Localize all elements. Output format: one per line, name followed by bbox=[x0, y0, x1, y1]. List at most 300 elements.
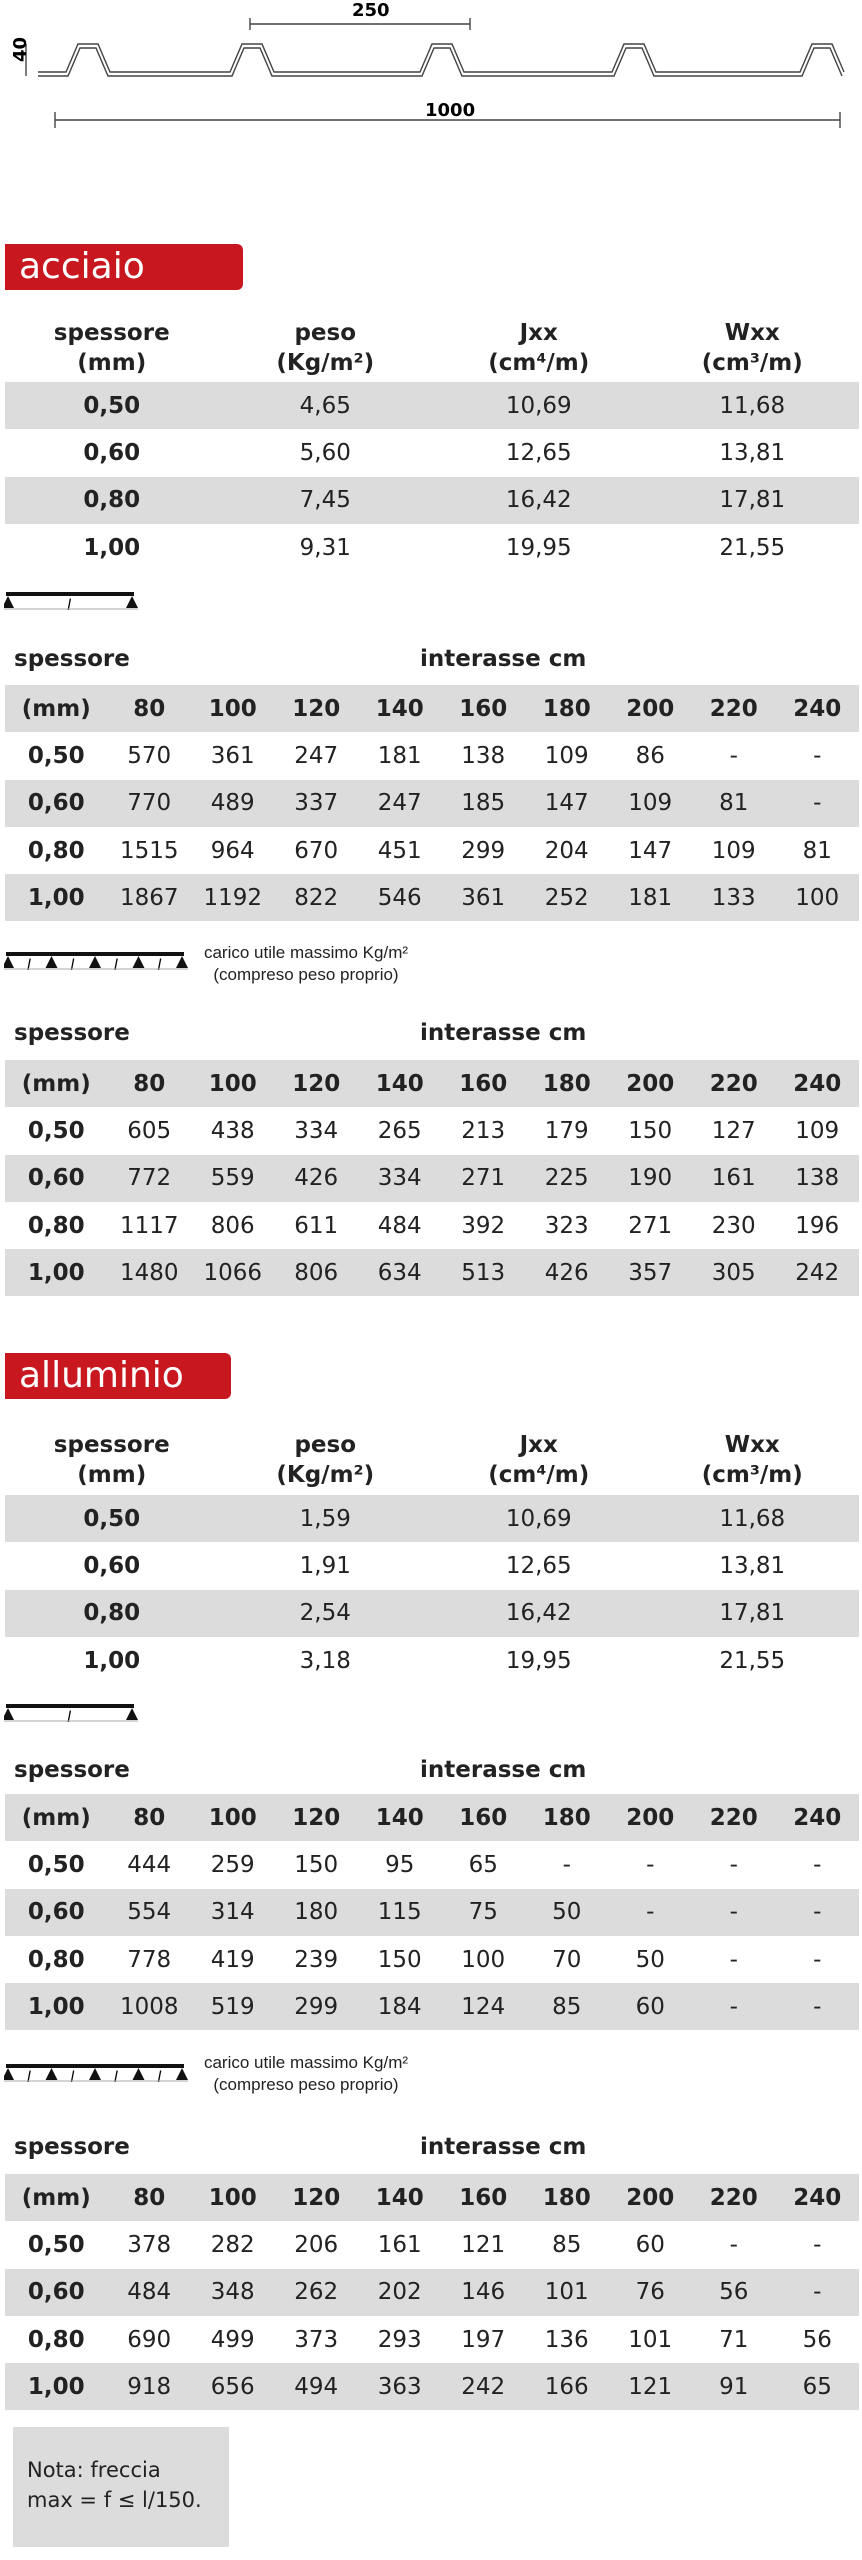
table-row bbox=[5, 524, 859, 571]
column-header-spacing: 200 bbox=[608, 685, 692, 732]
table-row bbox=[5, 429, 859, 476]
row-thickness-cell: 0,50 bbox=[27, 1117, 85, 1144]
beam-span-label: l bbox=[157, 2068, 162, 2086]
load-value-cell: 136 bbox=[544, 2326, 589, 2353]
column-header-spacing: 220 bbox=[692, 2174, 776, 2221]
load-value-cell: 271 bbox=[441, 1155, 525, 1202]
beam-support-icon bbox=[133, 956, 145, 968]
property-value-cell: 5,60 bbox=[299, 439, 351, 466]
row-thickness-cell: 1,00 bbox=[83, 534, 141, 561]
load-value-cell: 348 bbox=[191, 2269, 275, 2316]
load-value-cell: 770 bbox=[107, 780, 191, 827]
span-spacing-label: interasse cm bbox=[420, 2134, 587, 2160]
load-value-cell: 202 bbox=[358, 2269, 442, 2316]
load-value-cell: 213 bbox=[461, 1117, 506, 1144]
load-value-cell: 1192 bbox=[191, 874, 275, 921]
load-value-cell: 179 bbox=[544, 1117, 589, 1144]
load-value-cell: 451 bbox=[377, 837, 422, 864]
multi-span-load-table-title-row bbox=[0, 2134, 862, 2162]
load-value-cell: 121 bbox=[461, 2231, 506, 2258]
table-header-row bbox=[5, 1794, 859, 1841]
nota-line-1: Nota: freccia bbox=[27, 2458, 161, 2482]
load-value-cell: 513 bbox=[441, 1249, 525, 1296]
table-row bbox=[5, 1983, 859, 2030]
multi-span-load-table bbox=[5, 2174, 859, 2410]
single-span-load-table-title-row bbox=[0, 646, 862, 674]
load-value-cell: 86 bbox=[635, 742, 665, 769]
load-value-cell: - bbox=[729, 1851, 738, 1878]
load-caption bbox=[186, 942, 426, 986]
profile-top-dimension: 250 bbox=[352, 0, 390, 21]
load-value-cell: 225 bbox=[525, 1155, 609, 1202]
row-thickness-cell: 0,50 bbox=[5, 1495, 219, 1542]
property-value-cell: 16,42 bbox=[432, 477, 646, 524]
load-value-cell: 124 bbox=[441, 1983, 525, 2030]
beam-support-icon bbox=[4, 956, 14, 968]
column-header-spacing: 240 bbox=[775, 2174, 859, 2221]
load-value-cell: 81 bbox=[802, 837, 832, 864]
load-caption bbox=[186, 2052, 426, 2096]
column-header-spacing: 140 bbox=[358, 685, 442, 732]
beam-support-icon bbox=[46, 956, 58, 968]
property-value-cell: 21,55 bbox=[719, 534, 786, 561]
row-thickness-cell: 1,00 bbox=[5, 2363, 107, 2410]
load-value-cell: 262 bbox=[274, 2269, 358, 2316]
load-value-cell: - bbox=[775, 1983, 859, 2030]
load-value-cell: - bbox=[775, 1889, 859, 1936]
table-header-row bbox=[5, 1060, 859, 1107]
beam-support-icon bbox=[133, 2068, 145, 2080]
load-value-cell: 772 bbox=[107, 1155, 191, 1202]
row-thickness-cell: 0,80 bbox=[27, 1212, 85, 1239]
load-value-cell: 357 bbox=[608, 1249, 692, 1296]
property-value-cell: 3,18 bbox=[299, 1647, 351, 1674]
table-row bbox=[5, 1889, 859, 1936]
single-span-beam-icon bbox=[4, 1700, 142, 1740]
load-value-cell: - bbox=[729, 2231, 738, 2258]
load-value-cell: 554 bbox=[107, 1889, 191, 1936]
row-thickness-cell: 0,80 bbox=[5, 477, 219, 524]
properties-header bbox=[5, 318, 859, 378]
table-row bbox=[5, 1841, 859, 1888]
properties-column-header: peso (Kg/m²) bbox=[276, 1432, 375, 1488]
load-value-cell: - bbox=[813, 742, 822, 769]
load-value-cell: 373 bbox=[294, 2326, 339, 2353]
row-thickness-cell: 0,60 bbox=[5, 780, 107, 827]
load-value-cell: 1515 bbox=[119, 837, 179, 864]
column-header-mm: (mm) bbox=[5, 1794, 107, 1841]
property-value-cell: 7,45 bbox=[219, 477, 433, 524]
load-value-cell: 206 bbox=[294, 2231, 339, 2258]
property-value-cell: 12,65 bbox=[505, 1552, 572, 1579]
column-header-spacing: 220 bbox=[692, 1794, 776, 1841]
row-thickness-cell: 1,00 bbox=[5, 1249, 107, 1296]
load-value-cell: 305 bbox=[692, 1249, 776, 1296]
column-header-spacing: 120 bbox=[274, 685, 358, 732]
row-thickness-cell: 1,00 bbox=[83, 1647, 141, 1674]
load-value-cell: 361 bbox=[210, 742, 255, 769]
load-value-cell: 806 bbox=[274, 1249, 358, 1296]
properties-column-header: Jxx (cm⁴/m) bbox=[488, 320, 590, 376]
load-caption-line-2: (compreso peso proprio) bbox=[213, 965, 399, 984]
table-row bbox=[5, 1202, 859, 1249]
table-row bbox=[5, 1107, 859, 1154]
column-header-mm: (mm) bbox=[5, 1060, 107, 1107]
multi-span-beam-icon bbox=[4, 2060, 192, 2100]
load-value-cell: 166 bbox=[525, 2363, 609, 2410]
load-caption-line-2: (compreso peso proprio) bbox=[213, 2075, 399, 2094]
property-value-cell: 4,65 bbox=[219, 382, 433, 429]
row-thickness-cell: 0,80 bbox=[27, 837, 85, 864]
load-value-cell: 185 bbox=[441, 780, 525, 827]
property-value-cell: 21,55 bbox=[719, 1647, 786, 1674]
property-value-cell: 11,68 bbox=[646, 382, 860, 429]
load-value-cell: - bbox=[692, 1983, 776, 2030]
load-value-cell: 230 bbox=[711, 1212, 756, 1239]
properties-column-header: Wxx (cm³/m) bbox=[701, 1432, 803, 1488]
load-value-cell: 337 bbox=[274, 780, 358, 827]
table-row bbox=[5, 1495, 859, 1542]
properties-column-header: Wxx (cm³/m) bbox=[701, 320, 803, 376]
load-value-cell: 147 bbox=[628, 837, 673, 864]
load-value-cell: 180 bbox=[274, 1889, 358, 1936]
column-header-spacing: 200 bbox=[608, 1794, 692, 1841]
table-row bbox=[5, 2363, 859, 2410]
load-value-cell: 242 bbox=[441, 2363, 525, 2410]
load-value-cell: 85 bbox=[525, 1983, 609, 2030]
properties-column-header: spessore (mm) bbox=[53, 320, 170, 376]
column-header-spacing: 240 bbox=[775, 1794, 859, 1841]
property-value-cell: 11,68 bbox=[646, 1495, 860, 1542]
load-value-cell: 109 bbox=[711, 837, 756, 864]
properties-column-header: spessore (mm) bbox=[53, 1432, 170, 1488]
load-value-cell: 50 bbox=[635, 1946, 665, 1973]
column-header-spacing: 140 bbox=[358, 2174, 442, 2221]
table-header-row bbox=[5, 685, 859, 732]
load-value-cell: 634 bbox=[358, 1249, 442, 1296]
load-value-cell: - bbox=[813, 1851, 822, 1878]
thickness-label: spessore bbox=[14, 1020, 130, 1046]
column-header-spacing: 240 bbox=[775, 1060, 859, 1107]
single-span-beam-icon bbox=[4, 588, 142, 628]
table-row bbox=[5, 477, 859, 524]
load-value-cell: 299 bbox=[274, 1983, 358, 2030]
nota-box bbox=[13, 2427, 229, 2547]
load-value-cell: 1066 bbox=[191, 1249, 275, 1296]
column-header-spacing: 160 bbox=[441, 1794, 525, 1841]
column-header-spacing: 100 bbox=[191, 2174, 275, 2221]
row-thickness-cell: 0,80 bbox=[27, 2326, 85, 2353]
load-value-cell: 918 bbox=[107, 2363, 191, 2410]
load-value-cell: 56 bbox=[802, 2326, 832, 2353]
column-header-spacing: 100 bbox=[191, 1794, 275, 1841]
load-value-cell: 76 bbox=[608, 2269, 692, 2316]
load-value-cell: 806 bbox=[210, 1212, 255, 1239]
load-value-cell: 484 bbox=[377, 1212, 422, 1239]
row-thickness-cell: 0,50 bbox=[27, 2231, 85, 2258]
thickness-label: spessore bbox=[14, 646, 130, 672]
thickness-label: spessore bbox=[14, 2134, 130, 2160]
load-value-cell: 438 bbox=[210, 1117, 255, 1144]
load-value-cell: 81 bbox=[692, 780, 776, 827]
profile-height-dimension: 40 bbox=[10, 36, 31, 62]
properties-column-header: peso (Kg/m²) bbox=[276, 320, 375, 376]
load-value-cell: - bbox=[562, 1851, 571, 1878]
load-value-cell: 519 bbox=[191, 1983, 275, 2030]
load-value-cell: 392 bbox=[461, 1212, 506, 1239]
beam-support-icon bbox=[89, 956, 101, 968]
load-value-cell: 184 bbox=[358, 1983, 442, 2030]
table-row bbox=[5, 732, 859, 779]
column-header-spacing: 120 bbox=[274, 2174, 358, 2221]
beam-span-label: l bbox=[67, 1708, 72, 1726]
load-value-cell: 109 bbox=[608, 780, 692, 827]
table-row bbox=[5, 1936, 859, 1983]
load-value-cell: 138 bbox=[461, 742, 506, 769]
multi-span-load-table bbox=[5, 1060, 859, 1296]
column-header-spacing: 240 bbox=[775, 685, 859, 732]
property-value-cell: 19,95 bbox=[505, 534, 572, 561]
column-header-spacing: 220 bbox=[692, 685, 776, 732]
property-value-cell: 13,81 bbox=[719, 439, 786, 466]
column-header-spacing: 180 bbox=[525, 2174, 609, 2221]
load-value-cell: 323 bbox=[544, 1212, 589, 1239]
table-row bbox=[5, 382, 859, 429]
load-value-cell: 444 bbox=[127, 1851, 172, 1878]
load-value-cell: 60 bbox=[635, 2231, 665, 2258]
beam-support-icon bbox=[46, 2068, 58, 2080]
load-value-cell: 426 bbox=[274, 1155, 358, 1202]
load-value-cell: 293 bbox=[377, 2326, 422, 2353]
row-thickness-cell: 0,60 bbox=[5, 2269, 107, 2316]
table-row bbox=[5, 2316, 859, 2363]
load-value-cell: 247 bbox=[294, 742, 339, 769]
load-value-cell: 611 bbox=[294, 1212, 339, 1239]
load-value-cell: 85 bbox=[552, 2231, 582, 2258]
load-value-cell: 121 bbox=[608, 2363, 692, 2410]
load-value-cell: 1480 bbox=[107, 1249, 191, 1296]
load-caption-line-1: carico utile massimo Kg/m² bbox=[203, 2053, 409, 2072]
property-value-cell: 19,95 bbox=[505, 1647, 572, 1674]
load-value-cell: 690 bbox=[127, 2326, 172, 2353]
table-row bbox=[5, 1249, 859, 1296]
load-value-cell: 299 bbox=[461, 837, 506, 864]
load-value-cell: 247 bbox=[358, 780, 442, 827]
beam-support-icon bbox=[4, 1708, 14, 1720]
column-header-spacing: 100 bbox=[191, 1060, 275, 1107]
load-value-cell: 65 bbox=[468, 1851, 498, 1878]
table-row bbox=[5, 780, 859, 827]
column-header-spacing: 180 bbox=[525, 1794, 609, 1841]
load-value-cell: 778 bbox=[127, 1946, 172, 1973]
load-value-cell: 196 bbox=[795, 1212, 840, 1239]
load-value-cell: 146 bbox=[441, 2269, 525, 2316]
load-value-cell: 363 bbox=[358, 2363, 442, 2410]
load-value-cell: 265 bbox=[377, 1117, 422, 1144]
column-header-spacing: 160 bbox=[441, 685, 525, 732]
property-value-cell: 16,42 bbox=[432, 1590, 646, 1637]
load-value-cell: 252 bbox=[525, 874, 609, 921]
property-value-cell: 13,81 bbox=[719, 1552, 786, 1579]
column-header-spacing: 120 bbox=[274, 1060, 358, 1107]
column-header-spacing: 160 bbox=[441, 1060, 525, 1107]
table-row bbox=[5, 827, 859, 874]
column-header-spacing: 160 bbox=[441, 2174, 525, 2221]
load-value-cell: - bbox=[646, 1851, 655, 1878]
column-header-spacing: 80 bbox=[107, 1794, 191, 1841]
load-value-cell: 484 bbox=[107, 2269, 191, 2316]
single-span-load-table bbox=[5, 685, 859, 921]
load-value-cell: 147 bbox=[525, 780, 609, 827]
row-thickness-cell: 0,50 bbox=[27, 742, 85, 769]
load-value-cell: 570 bbox=[127, 742, 172, 769]
table-row bbox=[5, 1637, 859, 1684]
load-value-cell: - bbox=[729, 742, 738, 769]
load-value-cell: - bbox=[775, 780, 859, 827]
row-thickness-cell: 0,60 bbox=[5, 1155, 107, 1202]
load-value-cell: 95 bbox=[385, 1851, 415, 1878]
column-header-spacing: 220 bbox=[692, 1060, 776, 1107]
table-row bbox=[5, 2221, 859, 2268]
load-value-cell: 239 bbox=[294, 1946, 339, 1973]
load-value-cell: 426 bbox=[525, 1249, 609, 1296]
table-row bbox=[5, 2269, 859, 2316]
load-value-cell: 559 bbox=[191, 1155, 275, 1202]
column-header-spacing: 80 bbox=[107, 1060, 191, 1107]
property-value-cell: 1,59 bbox=[219, 1495, 433, 1542]
row-thickness-cell: 0,50 bbox=[5, 382, 219, 429]
load-value-cell: 361 bbox=[441, 874, 525, 921]
load-value-cell: 656 bbox=[191, 2363, 275, 2410]
load-value-cell: 489 bbox=[191, 780, 275, 827]
column-header-spacing: 180 bbox=[525, 1060, 609, 1107]
load-value-cell: 161 bbox=[692, 1155, 776, 1202]
load-value-cell: - bbox=[729, 1946, 738, 1973]
column-header-spacing: 200 bbox=[608, 2174, 692, 2221]
property-value-cell: 9,31 bbox=[299, 534, 351, 561]
load-value-cell: 127 bbox=[711, 1117, 756, 1144]
material-badge: alluminio bbox=[5, 1353, 231, 1399]
load-value-cell: 1867 bbox=[107, 874, 191, 921]
load-value-cell: 242 bbox=[775, 1249, 859, 1296]
property-value-cell: 17,81 bbox=[646, 1590, 860, 1637]
column-header-mm: (mm) bbox=[5, 685, 107, 732]
single-span-load-table-title-row bbox=[0, 1757, 862, 1785]
load-value-cell: 56 bbox=[692, 2269, 776, 2316]
trapezoidal-profile-drawing bbox=[0, 0, 862, 140]
load-value-cell: 100 bbox=[461, 1946, 506, 1973]
load-value-cell: 91 bbox=[692, 2363, 776, 2410]
load-value-cell: - bbox=[608, 1889, 692, 1936]
load-value-cell: 70 bbox=[552, 1946, 582, 1973]
beam-span-label: l bbox=[157, 956, 162, 974]
load-value-cell: 670 bbox=[294, 837, 339, 864]
multi-span-load-table-title-row bbox=[0, 1020, 862, 1048]
span-spacing-label: interasse cm bbox=[420, 1020, 587, 1046]
load-value-cell: 378 bbox=[127, 2231, 172, 2258]
load-value-cell: 181 bbox=[608, 874, 692, 921]
load-value-cell: 499 bbox=[210, 2326, 255, 2353]
property-value-cell: 17,81 bbox=[646, 477, 860, 524]
column-header-spacing: 140 bbox=[358, 1794, 442, 1841]
column-header-spacing: 180 bbox=[525, 685, 609, 732]
load-value-cell: 1008 bbox=[107, 1983, 191, 2030]
load-value-cell: 822 bbox=[274, 874, 358, 921]
load-value-cell: - bbox=[813, 2231, 822, 2258]
load-value-cell: 65 bbox=[775, 2363, 859, 2410]
load-value-cell: 314 bbox=[191, 1889, 275, 1936]
load-value-cell: 181 bbox=[377, 742, 422, 769]
table-row bbox=[5, 874, 859, 921]
column-header-spacing: 140 bbox=[358, 1060, 442, 1107]
beam-span-label: l bbox=[26, 2068, 31, 2086]
column-header-mm: (mm) bbox=[5, 2174, 107, 2221]
load-value-cell: 494 bbox=[274, 2363, 358, 2410]
load-value-cell: 71 bbox=[719, 2326, 749, 2353]
load-value-cell: 100 bbox=[775, 874, 859, 921]
load-caption-line-1: carico utile massimo Kg/m² bbox=[203, 943, 409, 962]
load-value-cell: 101 bbox=[525, 2269, 609, 2316]
column-header-spacing: 100 bbox=[191, 685, 275, 732]
row-thickness-cell: 0,80 bbox=[27, 1946, 85, 1973]
span-spacing-label: interasse cm bbox=[420, 646, 587, 672]
profile-bottom-dimension: 1000 bbox=[425, 100, 476, 121]
load-value-cell: - bbox=[813, 1946, 822, 1973]
beam-support-icon bbox=[4, 596, 14, 608]
property-value-cell: 1,91 bbox=[299, 1552, 351, 1579]
table-row bbox=[5, 1155, 859, 1202]
row-thickness-cell: 0,50 bbox=[27, 1851, 85, 1878]
load-value-cell: 150 bbox=[294, 1851, 339, 1878]
nota-line-2: max = f ≤ l/150. bbox=[27, 2488, 202, 2512]
table-row bbox=[5, 1590, 859, 1637]
load-value-cell: 115 bbox=[358, 1889, 442, 1936]
load-value-cell: 605 bbox=[127, 1117, 172, 1144]
property-value-cell: 10,69 bbox=[432, 1495, 646, 1542]
single-span-load-table bbox=[5, 1794, 859, 2030]
load-value-cell: 109 bbox=[795, 1117, 840, 1144]
thickness-label: spessore bbox=[14, 1757, 130, 1783]
span-spacing-label: interasse cm bbox=[420, 1757, 587, 1783]
properties-table bbox=[5, 1495, 859, 1684]
load-value-cell: 60 bbox=[608, 1983, 692, 2030]
beam-support-icon bbox=[4, 2068, 14, 2080]
load-value-cell: 75 bbox=[441, 1889, 525, 1936]
load-value-cell: 150 bbox=[628, 1117, 673, 1144]
load-value-cell: 419 bbox=[210, 1946, 255, 1973]
beam-span-label: l bbox=[67, 596, 72, 614]
load-value-cell: 1117 bbox=[119, 1212, 179, 1239]
load-value-cell: 334 bbox=[294, 1117, 339, 1144]
table-row bbox=[5, 1542, 859, 1589]
property-value-cell: 10,69 bbox=[432, 382, 646, 429]
properties-header bbox=[5, 1430, 859, 1490]
column-header-spacing: 120 bbox=[274, 1794, 358, 1841]
beam-support-icon bbox=[126, 1708, 138, 1720]
beam-span-label: l bbox=[113, 956, 118, 974]
multi-span-beam-icon bbox=[4, 948, 192, 988]
load-value-cell: - bbox=[775, 2269, 859, 2316]
material-badge: acciaio bbox=[5, 244, 243, 290]
load-value-cell: 282 bbox=[210, 2231, 255, 2258]
load-value-cell: 138 bbox=[775, 1155, 859, 1202]
beam-support-icon bbox=[126, 596, 138, 608]
beam-span-label: l bbox=[113, 2068, 118, 2086]
load-value-cell: 133 bbox=[692, 874, 776, 921]
row-thickness-cell: 1,00 bbox=[5, 1983, 107, 2030]
load-value-cell: - bbox=[692, 1889, 776, 1936]
beam-span-label: l bbox=[26, 956, 31, 974]
